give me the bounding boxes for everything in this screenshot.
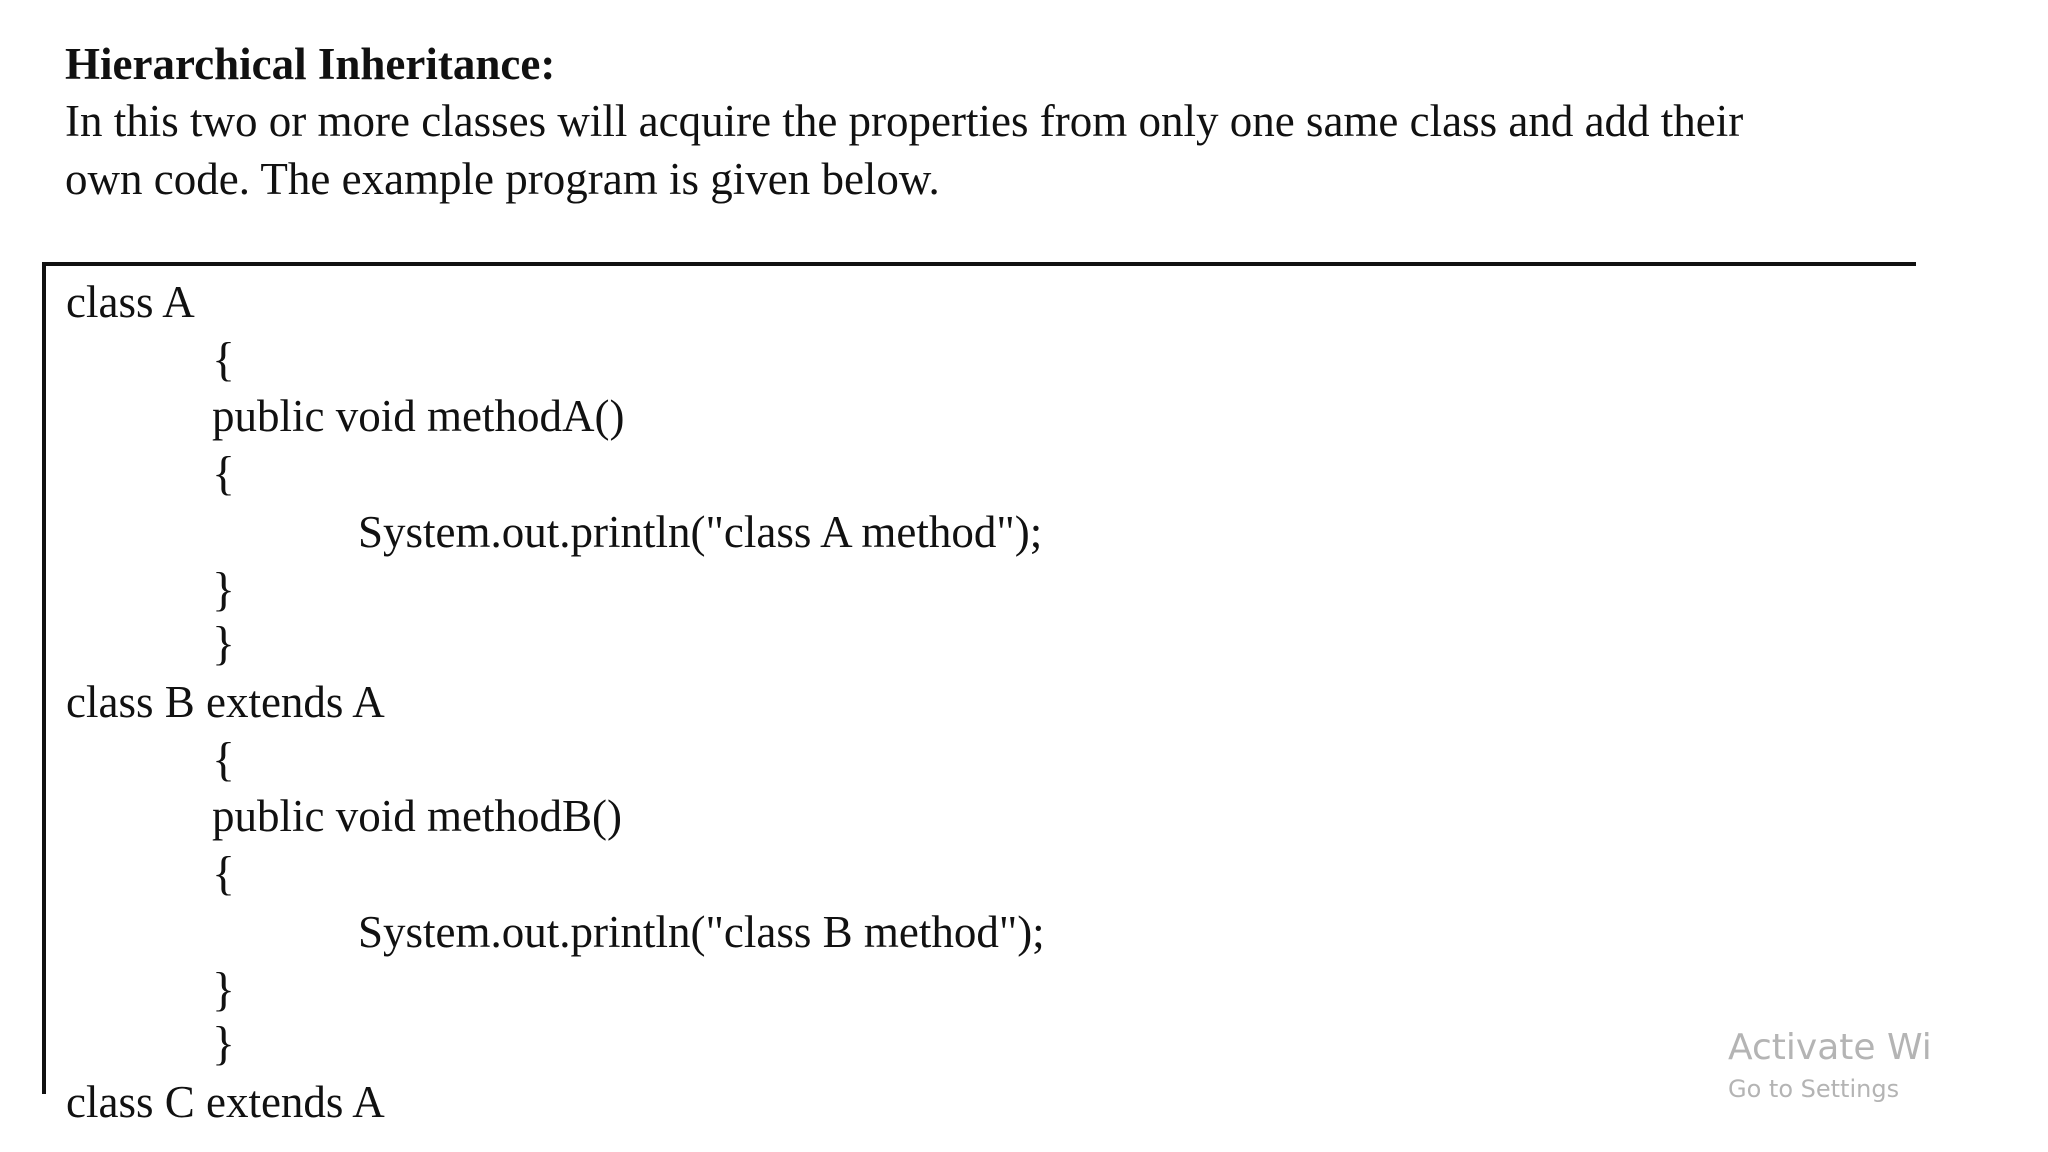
- code-line: {: [212, 847, 236, 900]
- activate-windows-watermark: [1728, 1022, 1932, 1103]
- code-line: }: [212, 963, 236, 1016]
- code-line: {: [212, 333, 236, 386]
- code-line: System.out.println("class B method");: [358, 907, 1045, 957]
- code-line: public void methodA(): [212, 391, 625, 441]
- code-line: System.out.println("class A method");: [358, 507, 1043, 557]
- intro-line-2: own code. The example program is given below.: [65, 154, 940, 204]
- code-line: }: [212, 563, 236, 616]
- section-heading: Hierarchical Inheritance:: [65, 39, 556, 89]
- watermark-subtitle: Go to Settings: [1728, 1075, 1900, 1103]
- code-line: class B extends A: [66, 677, 385, 727]
- watermark-title: Activate Wi: [1728, 1027, 1932, 1068]
- code-line: class C extends A: [66, 1077, 385, 1127]
- code-line: public void methodB(): [212, 791, 622, 841]
- code-line: }: [212, 1017, 236, 1070]
- intro-paragraph: [65, 92, 1965, 208]
- code-line: {: [212, 733, 236, 786]
- intro-line-1: In this two or more classes will acquire the properties from only one same class and add their: [65, 96, 1744, 146]
- code-line: class A: [66, 277, 195, 327]
- code-block: [42, 262, 1916, 1127]
- code-line: {: [212, 447, 236, 500]
- code-line: }: [212, 617, 236, 670]
